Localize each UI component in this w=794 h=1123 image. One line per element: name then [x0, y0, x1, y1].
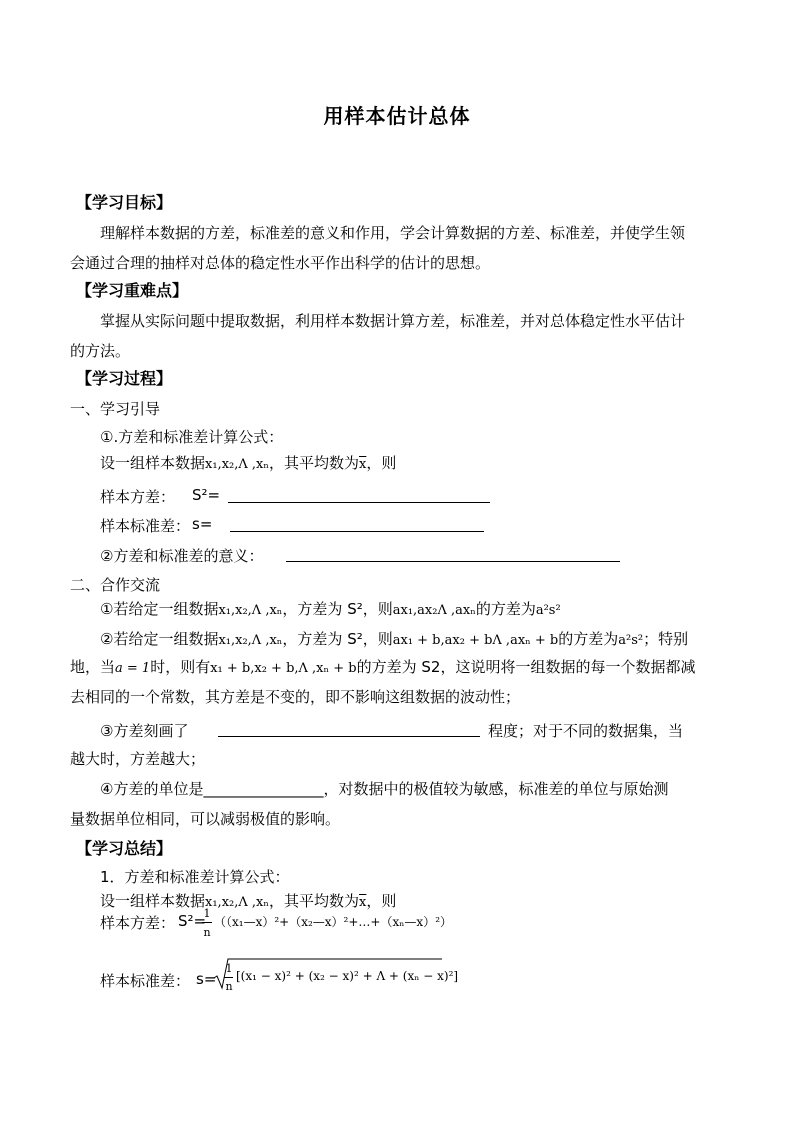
- keypoints-text-line-1: 掌握从实际问题中提取数据，利用样本数据计算方差，标准差，并对总体稳定性水平估计: [100, 312, 686, 330]
- part1-label: 一、学习引导: [70, 400, 161, 418]
- p1-data: x₁,x₂,Λ ,xₙ: [218, 603, 283, 618]
- part2-point2-line1: [100, 628, 688, 649]
- p2-a: ②若给定一组数据: [100, 630, 219, 648]
- summary-setup-b: ，其平均数为: [268, 892, 359, 910]
- p1-expr: ax₁,ax₂Λ ,axₙ: [392, 603, 476, 618]
- part1-setup-mean: $\overline{x}$: [359, 457, 367, 472]
- heading-learning-goals: 【学习目标】: [76, 193, 173, 212]
- p2-b: ，方差为 S²，则: [282, 630, 393, 648]
- page-title: 用样本估计总体: [323, 104, 471, 128]
- meaning-label: ②方差和标准差的意义：: [100, 547, 264, 565]
- p1-res: a²s²: [535, 603, 561, 618]
- part2-point3-line2: 越大时，方差越大；: [70, 750, 206, 768]
- part2-point4: [100, 778, 668, 799]
- variance-frac-num: 1: [203, 907, 211, 920]
- part2-point2-line3: 去相同的一个常数，其方差是不变的，即不影响这组数据的波动性；: [70, 688, 521, 706]
- part1-setup-data: x₁,x₂,Λ ,xₙ: [205, 457, 269, 472]
- point3-blank[interactable]: [218, 736, 480, 737]
- summary-setup-c: ，则: [366, 892, 397, 910]
- goals-text-line-2: 会通过合理的抽样对总体的稳定性水平作出科学的估计的思想。: [70, 254, 491, 272]
- part2-point1: [100, 598, 561, 619]
- p1-b: ，方差为 S²，则: [282, 600, 393, 618]
- summary-variance-lead: S²=: [178, 912, 207, 930]
- p2-data: x₁,x₂,Λ ,xₙ: [218, 633, 283, 648]
- summary-variance-expr: （（x₁—x）²+（x₂—x）²+…+（xₙ—x）²）: [214, 915, 453, 929]
- part2-point2-line2: [70, 656, 695, 677]
- std-symbol: s=: [192, 515, 213, 533]
- p2-expr: ax₁ + b,ax₂ + bΛ ,axₙ + b: [392, 633, 559, 648]
- part2-point3-a: ③方差刻画了: [100, 722, 189, 740]
- summary-std-label: 样本标准差：: [100, 972, 191, 990]
- variance-symbol: S²=: [192, 486, 221, 504]
- p2l2-expr: x₁ + b,x₂ + b,Λ ,xₙ + b: [210, 661, 357, 676]
- summary-std-lead: s=: [196, 970, 217, 988]
- p2l2-cond: a = 1: [115, 661, 151, 676]
- p4-b: ，对数据中的极值较为敏感，标准差的单位与原始测: [323, 780, 669, 798]
- std-blank[interactable]: [230, 531, 484, 532]
- part1-setup-line: [100, 452, 396, 473]
- std-frac-bar: [224, 977, 233, 978]
- p4-a: ④方差的单位是________________: [100, 780, 324, 798]
- p2l2-a: 地，当: [70, 658, 116, 676]
- p2l2-c: 的方差为 S2，这说明将一组数据的每一个数据都减: [356, 658, 696, 676]
- std-frac-num: 1: [225, 962, 233, 975]
- std-frac-den: n: [225, 980, 233, 993]
- summary-setup-data: x₁,x₂,Λ ,xₙ: [205, 895, 269, 910]
- part1-setup-c: ，则: [366, 454, 397, 472]
- part2-point3-b: 程度；对于不同的数据集，当: [488, 722, 684, 740]
- summary-item1: 1．方差和标准差计算公式：: [100, 868, 290, 886]
- variance-blank[interactable]: [228, 502, 490, 503]
- std-label: 样本标准差：: [100, 517, 191, 535]
- heading-key-points: 【学习重难点】: [76, 281, 189, 300]
- p2l2-b: 时，则有: [150, 658, 211, 676]
- part1-setup-a: 设一组样本数据: [100, 454, 206, 472]
- part1-item1: ①.方差和标准差计算公式：: [100, 428, 284, 446]
- variance-frac-bar: [202, 922, 212, 923]
- heading-learning-process: 【学习过程】: [76, 369, 173, 388]
- part2-point4-line2: 量数据单位相同，可以减弱极值的影响。: [70, 810, 341, 828]
- summary-std-expr: [(x₁ − x)² + (x₂ − x)² + Λ + (xₙ − x)²]: [236, 969, 459, 983]
- p2-d: ；特别: [643, 630, 689, 648]
- p1-c: 的方差为: [475, 600, 536, 618]
- keypoints-text-line-2: 的方法。: [70, 342, 131, 360]
- part1-setup-b: ，其平均数为: [268, 454, 359, 472]
- summary-variance-label: 样本方差：: [100, 914, 176, 932]
- p2-c: 的方差为: [558, 630, 619, 648]
- summary-setup-mean: $\overline{x}$: [359, 895, 367, 910]
- variance-frac-den: n: [203, 926, 211, 939]
- p2-res: a²s²: [618, 633, 644, 648]
- variance-label: 样本方差：: [100, 488, 176, 506]
- part2-label: 二、合作交流: [70, 576, 161, 594]
- p1-a: ①若给定一组数据: [100, 600, 219, 618]
- summary-setup-line: [100, 890, 396, 911]
- goals-text-line-1: 理解样本数据的方差，标准差的意义和作用，学会计算数据的方差、标准差，并使学生领: [100, 224, 686, 242]
- heading-summary: 【学习总结】: [76, 839, 173, 858]
- summary-setup-a: 设一组样本数据: [100, 892, 206, 910]
- meaning-blank[interactable]: [286, 561, 620, 562]
